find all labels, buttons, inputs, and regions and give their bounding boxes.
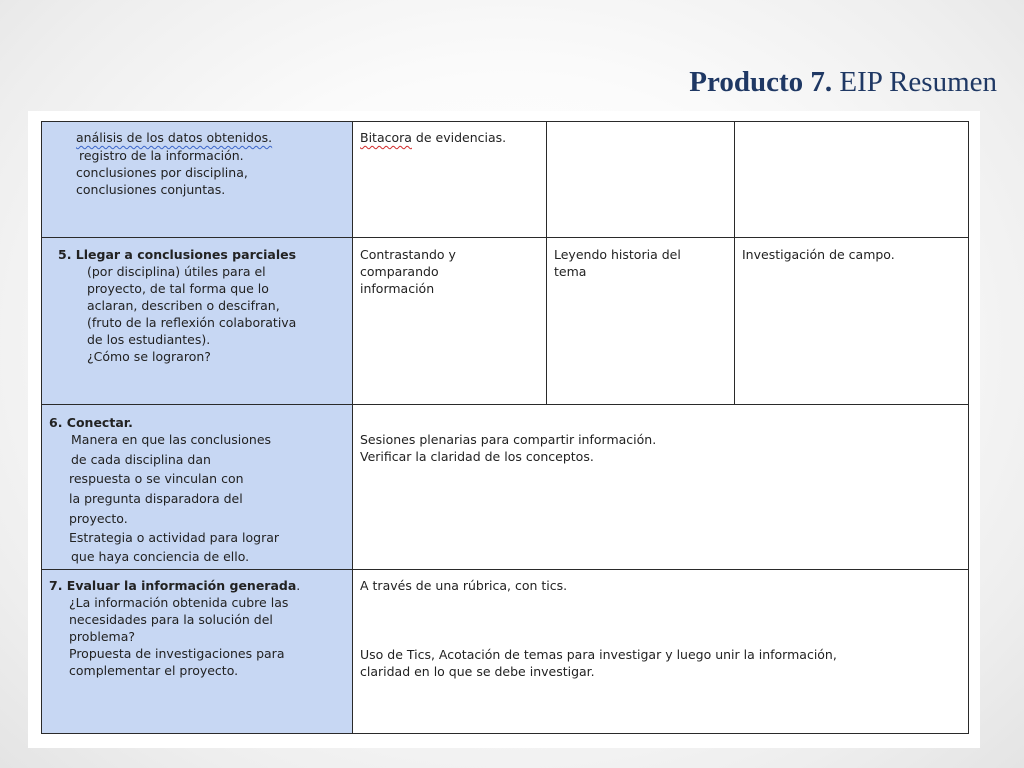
- row1-col2-cell: [353, 122, 547, 238]
- slide-title-bold: Producto 7.: [689, 66, 833, 98]
- row4-criteria-cell: [42, 570, 353, 733]
- row2-col2-line: información: [360, 281, 435, 296]
- row2-line: ¿Cómo se lograron?: [87, 349, 211, 364]
- bitacora-word: Bitacora: [360, 130, 412, 145]
- row4-heading-bold: 7. Evaluar la información generada: [49, 578, 297, 593]
- row2-line: de los estudiantes).: [87, 332, 211, 347]
- row3-line: la pregunta disparadora del: [69, 491, 243, 506]
- row4-heading-tail: .: [296, 578, 301, 593]
- row1-col3-cell: [547, 122, 735, 238]
- row4-line: complementar el proyecto.: [69, 663, 239, 678]
- row2-heading: 5. Llegar a conclusiones parciales: [58, 247, 297, 262]
- row1-line: conclusiones conjuntas.: [76, 182, 226, 197]
- row2-line: proyecto, de tal forma que lo: [87, 281, 269, 296]
- slide-title-rest: EIP Resumen: [832, 66, 997, 98]
- row1-line: registro de la información.: [79, 148, 244, 163]
- row2-col3-line: tema: [554, 264, 587, 279]
- row4-line: problema?: [69, 629, 136, 644]
- row4-right-line: claridad en lo que se debe investigar.: [360, 664, 595, 679]
- row3-line: proyecto.: [69, 511, 128, 526]
- row2-col3-cell: [547, 238, 735, 405]
- row1-col4-cell: [735, 122, 968, 238]
- row2-col2-cell: [353, 238, 547, 405]
- row2-col3-line: Leyendo historia del: [554, 247, 681, 262]
- row1-criteria-cell: [42, 122, 353, 238]
- row3-line: respuesta o se vinculan con: [69, 471, 244, 486]
- document-image: [28, 111, 980, 748]
- row1-col2-rest: de evidencias.: [411, 130, 507, 145]
- row4-right-line: Uso de Tics, Acotación de temas para investigar y luego unir la información,: [360, 647, 837, 662]
- eip-summary-table: [41, 121, 969, 734]
- row3-line: de cada disciplina dan: [71, 452, 211, 467]
- row4-right-top: A través de una rúbrica, con tics.: [360, 578, 568, 593]
- row3-right-line: Verificar la claridad de los conceptos.: [360, 449, 594, 464]
- row2-col4-cell: [735, 238, 968, 405]
- row2-col4-line: Investigación de campo.: [742, 247, 895, 262]
- row4-line: Propuesta de investigaciones para: [69, 646, 285, 661]
- row4-line: ¿La información obtenida cubre las: [69, 595, 289, 610]
- row4-heading: [49, 577, 300, 594]
- row3-criteria-cell: [42, 405, 353, 570]
- row1-col2-text: [360, 129, 506, 146]
- row1-line: análisis de los datos obtenidos.: [76, 130, 273, 145]
- row2-criteria-cell: [42, 238, 353, 405]
- row3-heading: 6. Conectar.: [49, 415, 133, 430]
- row3-line: que haya conciencia de ello.: [71, 549, 250, 564]
- row2-line: (por disciplina) útiles para el: [87, 264, 266, 279]
- row4-right-cell: [353, 570, 968, 733]
- row4-line: necesidades para la solución del: [69, 612, 273, 627]
- row2-col2-line: Contrastando y: [360, 247, 456, 262]
- row3-line: Manera en que las conclusiones: [71, 432, 272, 447]
- row2-line: aclaran, describen o descifran,: [87, 298, 280, 313]
- row2-line: (fruto de la reflexión colaborativa: [87, 315, 297, 330]
- slide-title: [689, 66, 997, 99]
- row2-col2-line: comparando: [360, 264, 439, 279]
- row3-right-line: Sesiones plenarias para compartir información.: [360, 432, 657, 447]
- row3-right-cell: [353, 405, 968, 570]
- row1-line: conclusiones por disciplina,: [76, 165, 248, 180]
- row3-line: Estrategia o actividad para lograr: [69, 530, 280, 545]
